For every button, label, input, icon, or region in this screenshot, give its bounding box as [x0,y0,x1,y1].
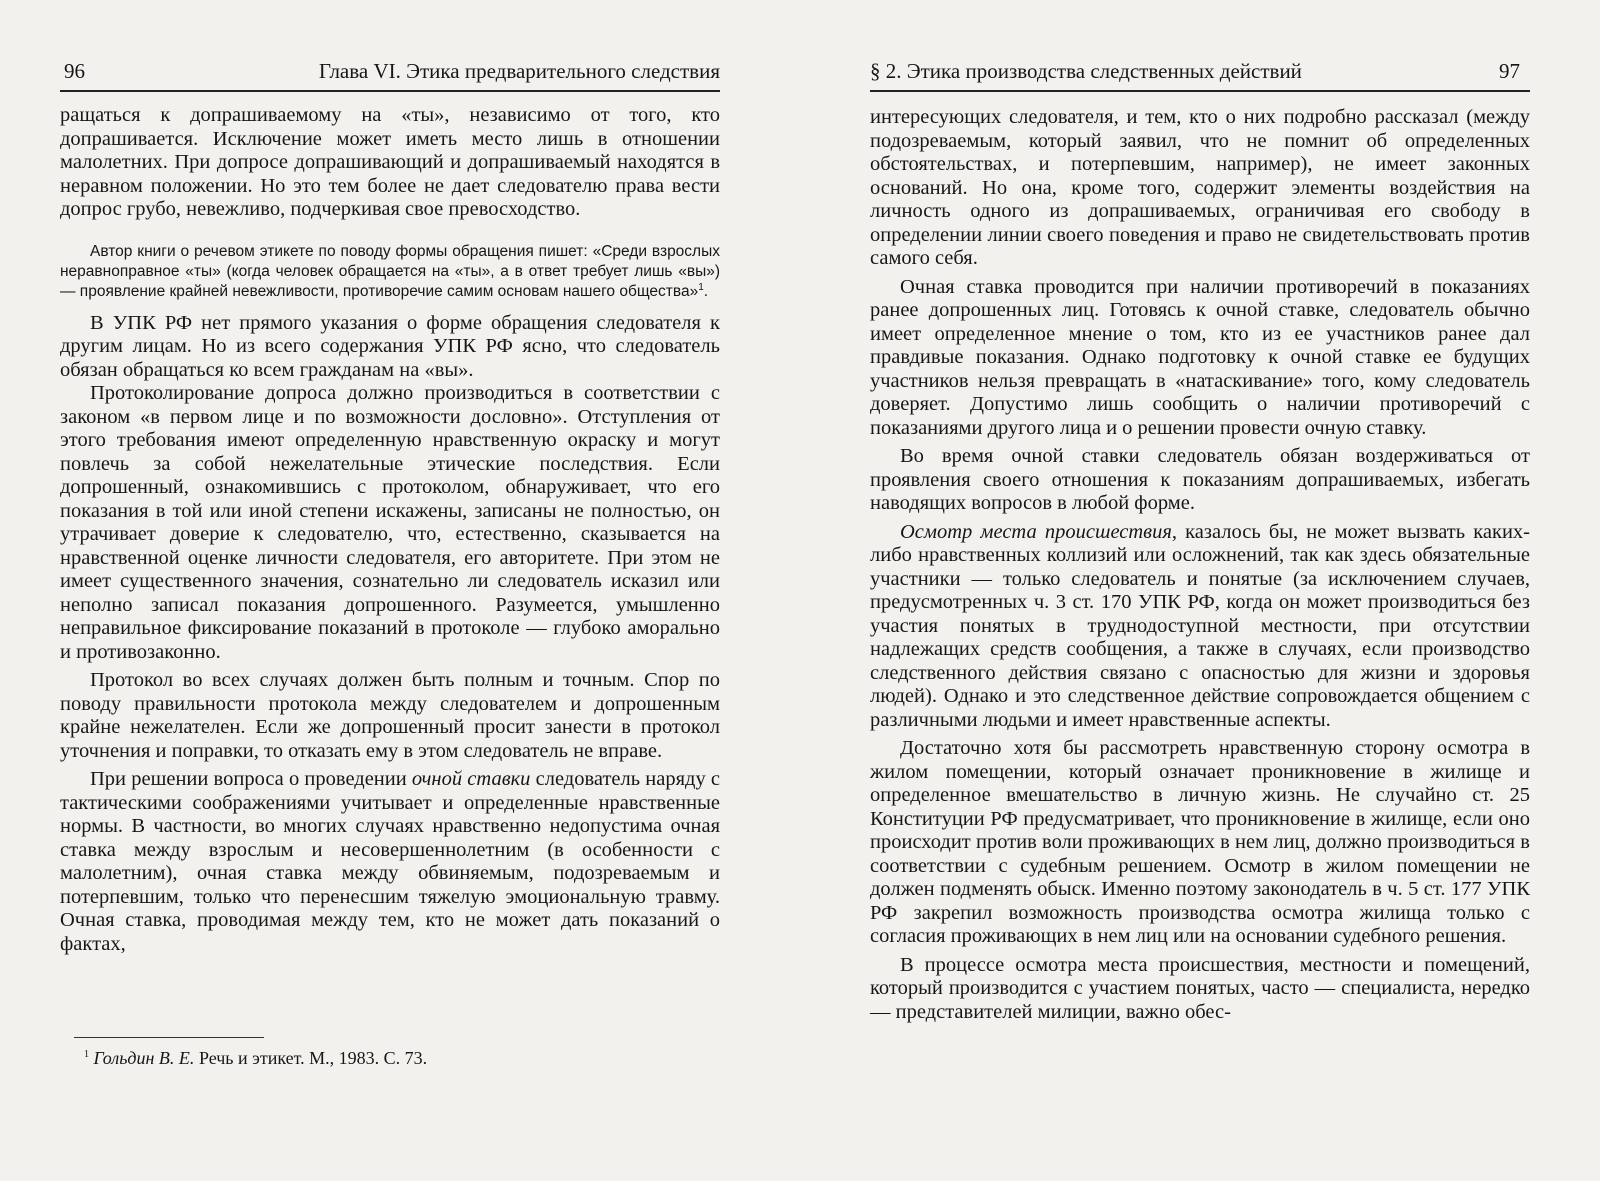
paragraph [870,521,1530,733]
running-head-title: § 2. Этика производства следственных действий [870,59,1302,83]
paragraph: В УПК РФ нет прямого указания о форме обращения следователя к другим лицам. Но из всего содержания УПК РФ ясно, что следователь обязан обращаться ко всем гражданам на «вы». [60,311,720,381]
paragraph: Достаточно хотя бы рассмотреть нравственную сторону осмотра в жилом помещении, который означает проникновение в жилище и определенное вмешательство в личную жизнь. Не случайно ст. 25 Конституции РФ предусматривает, что проникновение в жилище, если оно происходит против воли проживающих в нем лиц, должно производиться в соответствии с судебным решением. Осмотр в жилом помещении не должен подменять обыск. Именно поэтому законодатель в ч. 5 ст. 177 УПК РФ закрепил возможность производства осмотра жилища только с согласия проживающих в нем лиц или на основании судебного решения. [870,737,1530,947]
running-header [870,56,1530,86]
left-page [60,0,720,1181]
paragraph: В процессе осмотра места происшествия, местности и помещений, который производится с участием понятых, часто — специалиста, нередко — представителей милиции, важно обес- [870,953,1530,1023]
text-run: , казалось бы, не может вызвать каких-либо нравственных коллизий или осложнений, так как здесь обязательные участники — только следователь и понятые (за исключением случаев, предусмотренных ч. 3 ст. 170 УПК РФ, когда он может производиться без участия понятых в труднодоступной местности, при отсутствии надлежащих средств сообщения, а также в случаях, если производство следственного действия связано с опасностью для жизни и здоровья людей). Однако и это следственное действие сопровождается общением с различными людьми и имеет нравственные аспекты. [870,520,1530,731]
footnote-text: Речь и этикет. М., 1983. С. 73. [194,1048,428,1068]
page-body [870,106,1530,1024]
footnote-author: Гольдин В. Е. [93,1048,195,1068]
page-number: 96 [64,59,85,83]
right-page [870,0,1530,1181]
quote-block: Автор книги о речевом этикете по поводу формы обращения пишет: «Среди взрослых неравноправное «ты» (когда человек обращается на «ты», а в ответ требует лишь «вы») — проявление крайней невежливости, противоречие самим основам нашего общества»$^1$. [60,242,720,300]
paragraph: Очная ставка проводится при наличии противоречий в показаниях ранее допрошенных лиц. Готовясь к очной ставке, следователь обычно имеет определенное мнение о том, кто из ее участников ранее дал правдивые показания. Однако подготовку к очной ставке ее будущих участников нельзя превращать в «натаскивание» того, кому следователь доверяет. Допустимо лишь сообщить о наличии противоречий с показаниями другого лица и о решении провести очную ставку. [870,275,1530,439]
running-header [60,56,720,86]
footnote-ref: 1 [698,281,704,293]
paragraph: Протоколирование допроса должно производиться в соответствии с законом «в первом лице и по возможности дословно». Отступления от этого требования имеют определенную нравственную окраску и могут повлечь за собой нежелательные этические последствия. Если допрошенный, ознакомившись с протоколом, обнаруживает, что его показания в той или иной степени искажены, записаны не полностью, он утрачивает доверие к следователю, что, естественно, сказывается на нравственной оценке личности следователя, его авторитете. При этом не имеет существенного значения, сознательно ли следователь исказил или неполно записал показания допрошенного. Разумеется, умышленно неправильное фиксирование показаний в протоколе — глубоко аморально и противозаконно. [60,382,720,663]
footnote [84,1046,427,1070]
header-rule [60,90,720,92]
running-head-title: Глава VI. Этика предварительного следствия [318,59,720,83]
quote-text: Автор книги о речевом этикете по поводу формы обращения пишет: «Среди взрослых неравноправное «ты» (когда человек обращается на «ты», а в ответ требует лишь «вы») — проявление крайней невежливости, противоречие самим основам нашего общества» [60,242,720,300]
footnote-rule [74,1037,264,1038]
page-number: 97 [1499,59,1520,83]
text-run: следователь наряду с тактическими соображениями учитывает и определенные нравственные нормы. В частности, во многих случаях нравственно недопустима очная ставка между взрослым и несовершеннолетним (в особенности с малолетним), очная ставка между обвиняемым, подозреваемым и потерпевшим, только что перенесшим тяжелую эмоциональную травму. Очная ставка, проводимая между тем, кто не может дать показаний о фактах, [60,768,721,955]
emphasis-term: очной ставки [411,768,531,790]
paragraph: интересующих следователя, и тем, кто о них подробно рассказал (между подозреваемым, который заявил, что не помнит об определенных обстоятельствах, и потерпевшим, например), не имеет законных оснований. Но она, кроме того, содержит элементы воздействия на личность одного из допрашиваемых, ограничивая его свободу в определении линии своего поведения и право не свидетельствовать против самого себя. [870,106,1530,269]
paragraph: Во время очной ставки следователь обязан воздерживаться от проявления своего отношения к показаниям допрашиваемых, избегать наводящих вопросов в любой форме. [870,445,1530,514]
paragraph: Протокол во всех случаях должен быть полным и точным. Спор по поводу правильности протокола между следователем и допрошенным крайне нежелателен. Если же допрошенный просит занести в протокол уточнения и поправки, то отказать ему в этом следователь не вправе. [60,669,720,762]
paragraph [60,768,720,956]
text-run: При решении вопроса о проведении [90,768,412,790]
paragraph: ращаться к допрашиваемому на «ты», независимо от того, кто допрашивается. Исключение может иметь место лишь в отношении малолетних. При допросе допрашивающий и допрашиваемый находятся в неравном положении. Но это тем более не дает следователю права вести допрос грубо, невежливо, подчеркивая свое превосходство. [60,104,720,220]
page-body [60,104,720,956]
emphasis-term: Осмотр места происшествия [900,520,1172,543]
footnote-mark: 1 [84,1049,89,1060]
header-rule [870,90,1530,92]
